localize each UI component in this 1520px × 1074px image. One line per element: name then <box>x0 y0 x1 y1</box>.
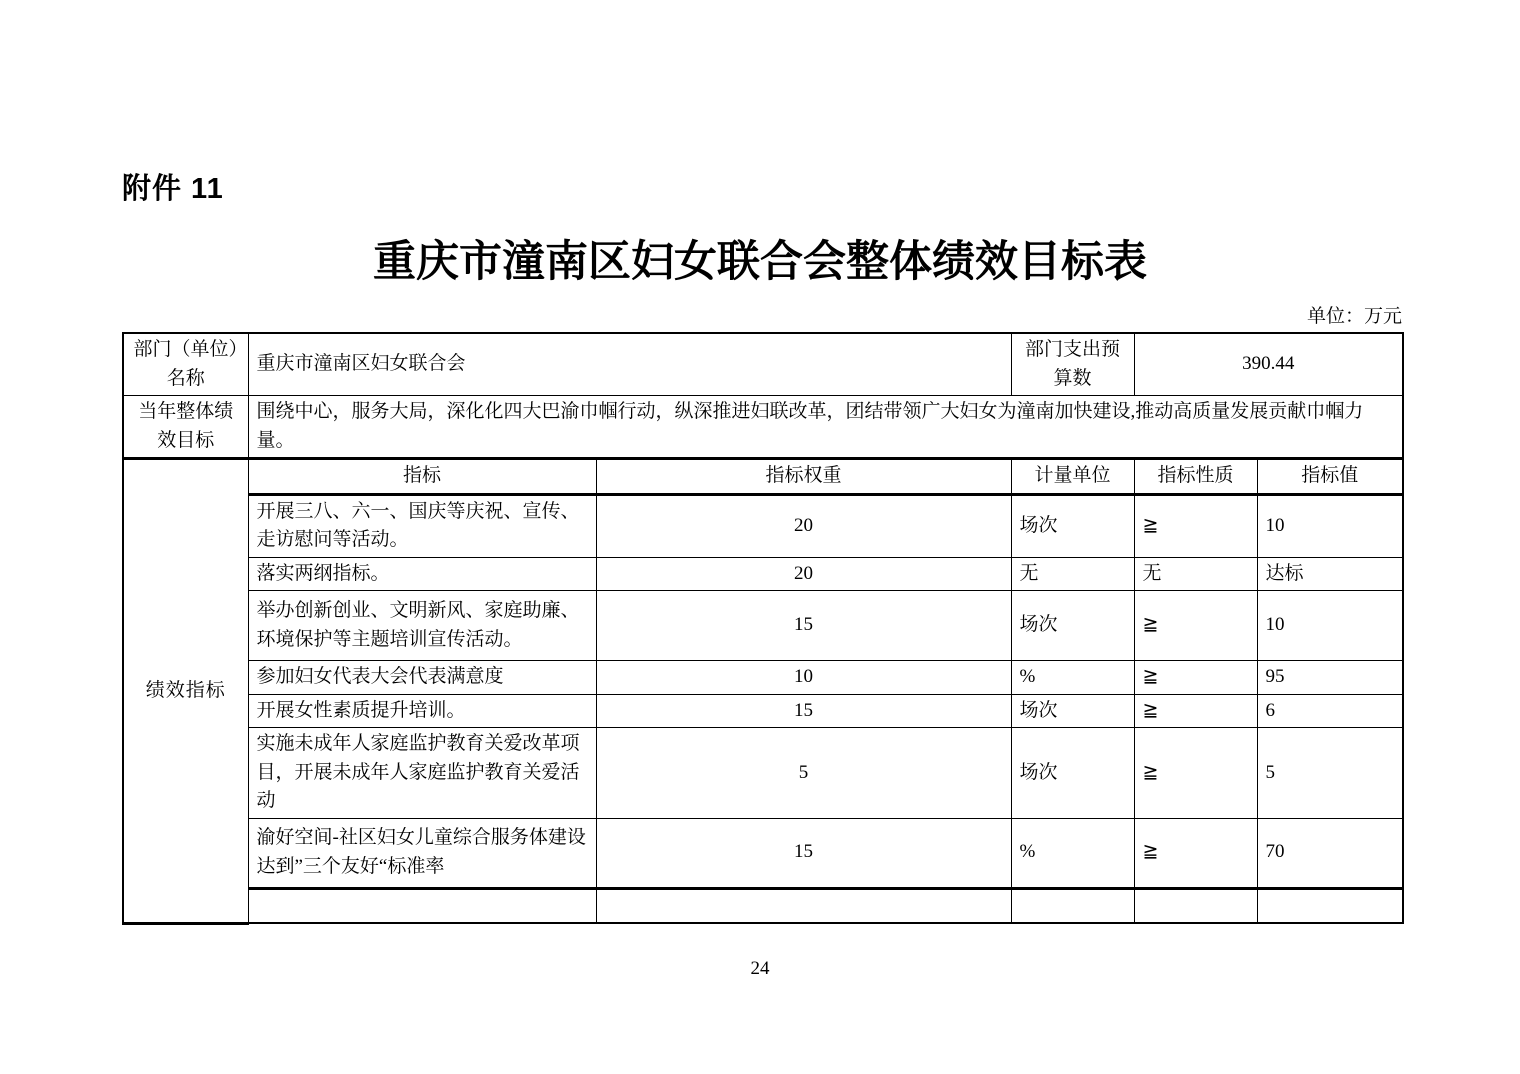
nature-cell: ≧ <box>1134 591 1257 661</box>
weight-cell: 15 <box>596 818 1011 888</box>
value-cell: 5 <box>1257 728 1403 819</box>
unit-cell: 场次 <box>1011 694 1134 728</box>
header-nature: 指标性质 <box>1134 459 1257 495</box>
unit-cell: % <box>1011 661 1134 695</box>
indicator-cell: 开展女性素质提升培训。 <box>248 694 596 728</box>
indicator-row <box>123 557 1403 591</box>
dept-name-label: 部门（单位）名称 <box>123 333 248 396</box>
value-cell <box>1257 888 1403 923</box>
dept-row <box>123 333 1403 396</box>
header-weight: 指标权重 <box>596 459 1011 495</box>
indicator-cell: 落实两纲指标。 <box>248 557 596 591</box>
annual-goal-row <box>123 396 1403 459</box>
budget-value: 390.44 <box>1134 333 1403 396</box>
indicator-header-row <box>123 459 1403 495</box>
dept-name-value: 重庆市潼南区妇女联合会 <box>248 333 1011 396</box>
indicator-cell: 实施未成年人家庭监护教育关爱改革项目，开展未成年人家庭监护教育关爱活动 <box>248 728 596 819</box>
section-label: 绩效指标 <box>123 459 248 924</box>
attachment-label: 附件 11 <box>122 173 224 205</box>
weight-cell: 15 <box>596 694 1011 728</box>
value-cell: 95 <box>1257 661 1403 695</box>
value-cell: 达标 <box>1257 557 1403 591</box>
nature-cell: ≧ <box>1134 494 1257 557</box>
weight-cell: 20 <box>596 494 1011 557</box>
header-unit: 计量单位 <box>1011 459 1134 495</box>
page-title: 重庆市潼南区妇女联合会整体绩效目标表 <box>373 239 1147 286</box>
nature-cell: ≧ <box>1134 694 1257 728</box>
indicator-row <box>123 694 1403 728</box>
indicator-row <box>123 591 1403 661</box>
indicator-cell: 举办创新创业、文明新风、家庭助廉、环境保护等主题培训宣传活动。 <box>248 591 596 661</box>
weight-cell: 20 <box>596 557 1011 591</box>
unit-cell: 场次 <box>1011 494 1134 557</box>
indicator-cell <box>248 888 596 923</box>
page-number: 24 <box>750 958 770 979</box>
indicator-cell: 渝好空间-社区妇女儿童综合服务体建设达到”三个友好“标准率 <box>248 818 596 888</box>
unit-note: 单位：万元 <box>1306 306 1402 327</box>
indicator-row <box>123 661 1403 695</box>
nature-cell: 无 <box>1134 557 1257 591</box>
nature-cell: ≧ <box>1134 728 1257 819</box>
weight-cell: 15 <box>596 591 1011 661</box>
unit-cell: % <box>1011 818 1134 888</box>
indicator-row-empty <box>123 888 1403 923</box>
indicator-row <box>123 728 1403 819</box>
weight-cell: 5 <box>596 728 1011 819</box>
nature-cell <box>1134 888 1257 923</box>
unit-cell <box>1011 888 1134 923</box>
indicator-row <box>123 818 1403 888</box>
annual-goal-label: 当年整体绩效目标 <box>123 396 248 459</box>
value-cell: 6 <box>1257 694 1403 728</box>
value-cell: 10 <box>1257 494 1403 557</box>
performance-target-table <box>122 332 1404 925</box>
annual-goal-value: 围绕中心，服务大局，深化化四大巴渝巾帼行动，纵深推进妇联改革，团结带领广大妇女为潼南加快建设,推动高质量发展贡献巾帼力量。 <box>248 396 1403 459</box>
indicator-cell: 开展三八、六一、国庆等庆祝、宣传、走访慰问等活动。 <box>248 494 596 557</box>
value-cell: 70 <box>1257 818 1403 888</box>
nature-cell: ≧ <box>1134 818 1257 888</box>
header-indicator: 指标 <box>248 459 596 495</box>
weight-cell: 10 <box>596 661 1011 695</box>
unit-cell: 无 <box>1011 557 1134 591</box>
indicator-cell: 参加妇女代表大会代表满意度 <box>248 661 596 695</box>
budget-label: 部门支出预算数 <box>1011 333 1134 396</box>
weight-cell <box>596 888 1011 923</box>
unit-cell: 场次 <box>1011 728 1134 819</box>
header-value: 指标值 <box>1257 459 1403 495</box>
nature-cell: ≧ <box>1134 661 1257 695</box>
value-cell: 10 <box>1257 591 1403 661</box>
indicator-row <box>123 494 1403 557</box>
unit-cell: 场次 <box>1011 591 1134 661</box>
